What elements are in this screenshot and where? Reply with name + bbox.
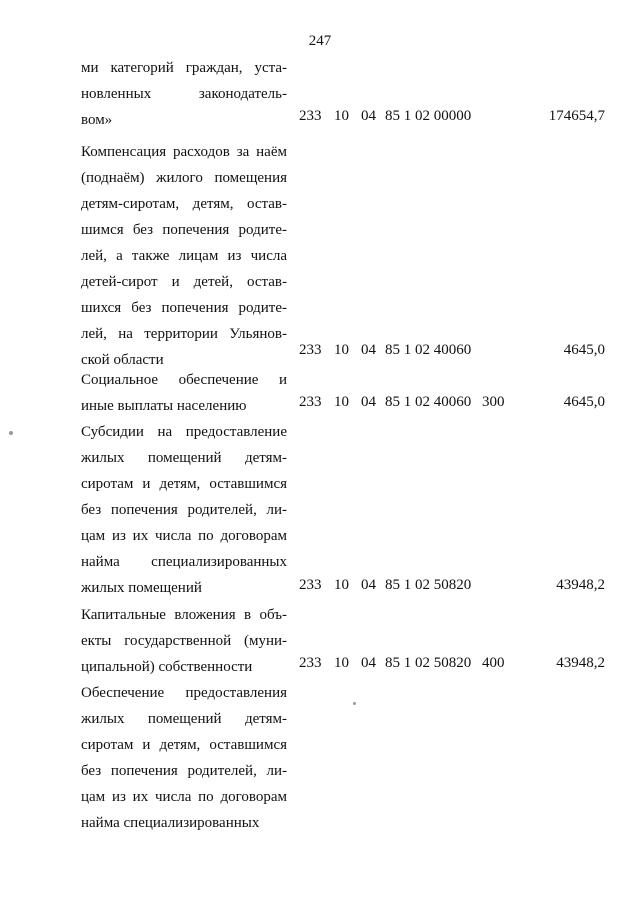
description-line: иные выплаты населению: [81, 398, 247, 414]
description-line: шихся без попечения родите-: [81, 300, 287, 316]
description-line: Социальное обеспечение и: [81, 372, 287, 388]
description-line: Субсидии на предоставление: [81, 424, 287, 440]
target-article-code: 85 1 02 00000: [385, 108, 472, 124]
description-line: детей-сирот и детей, остав-: [81, 274, 287, 290]
description-line: лей, на территории Ульянов-: [81, 326, 287, 342]
ministry-code: 233: [299, 577, 322, 593]
description-line: сиротам и детям, оставшимся: [81, 737, 287, 753]
section-code: 10: [334, 655, 349, 671]
description-line: вом»: [81, 112, 113, 128]
ministry-code: 233: [299, 394, 322, 410]
description-line: без попечения родителей, ли-: [81, 763, 287, 779]
scan-speck: [353, 702, 356, 705]
row-description: [81, 680, 287, 836]
description-line: сиротам и детям, оставшимся: [81, 476, 287, 492]
description-line: ципальной) собственности: [81, 659, 253, 675]
description-line: лей, а также лицам из числа: [81, 248, 287, 264]
row-description: [81, 139, 287, 373]
expense-type-code: 400: [482, 655, 505, 671]
description-line: жилых помещений детям-: [81, 450, 287, 466]
section-code: 10: [334, 108, 349, 124]
section-code: 10: [334, 342, 349, 358]
row-description: [81, 419, 287, 601]
target-article-code: 85 1 02 50820: [385, 577, 472, 593]
row-codes: [0, 392, 640, 412]
ministry-code: 233: [299, 655, 322, 671]
amount-value: 43948,2: [556, 577, 605, 593]
description-line: (поднаём) жилого помещения: [81, 170, 287, 186]
subsection-code: 04: [361, 108, 376, 124]
description-line: без попечения родителей, ли-: [81, 502, 287, 518]
target-article-code: 85 1 02 50820: [385, 655, 472, 671]
description-line: новленных законодатель-: [81, 86, 287, 102]
ministry-code: 233: [299, 342, 322, 358]
subsection-code: 04: [361, 655, 376, 671]
description-line: шимся без попечения родите-: [81, 222, 287, 238]
description-line: Обеспечение предоставления: [81, 685, 287, 701]
scan-speck: [9, 431, 13, 435]
subsection-code: 04: [361, 342, 376, 358]
description-line: детям-сиротам, детям, остав-: [81, 196, 287, 212]
description-line: цам из их числа по договорам: [81, 528, 287, 544]
description-line: жилых помещений детям-: [81, 711, 287, 727]
description-line: найма специализированных: [81, 554, 287, 570]
expense-type-code: 300: [482, 394, 505, 410]
amount-value: 174654,7: [548, 108, 605, 124]
description-line: жилых помещений: [81, 580, 202, 596]
row-codes: [0, 106, 640, 126]
description-line: цам из их числа по договорам: [81, 789, 287, 805]
row-codes: [0, 340, 640, 360]
description-line: ми категорий граждан, уста-: [81, 60, 287, 76]
description-line: Компенсация расходов за наём: [81, 144, 287, 160]
page-number: 247: [308, 33, 332, 49]
ministry-code: 233: [299, 108, 322, 124]
subsection-code: 04: [361, 394, 376, 410]
description-line: найма специализированных: [81, 815, 260, 831]
description-line: ской области: [81, 352, 164, 368]
target-article-code: 85 1 02 40060: [385, 394, 472, 410]
description-line: екты государственной (муни-: [81, 633, 287, 649]
row-codes: [0, 653, 640, 673]
row-codes: [0, 575, 640, 595]
description-line: Капитальные вложения в объ-: [81, 607, 287, 623]
section-code: 10: [334, 394, 349, 410]
amount-value: 4645,0: [563, 342, 605, 358]
subsection-code: 04: [361, 577, 376, 593]
section-code: 10: [334, 577, 349, 593]
target-article-code: 85 1 02 40060: [385, 342, 472, 358]
amount-value: 4645,0: [563, 394, 605, 410]
amount-value: 43948,2: [556, 655, 605, 671]
